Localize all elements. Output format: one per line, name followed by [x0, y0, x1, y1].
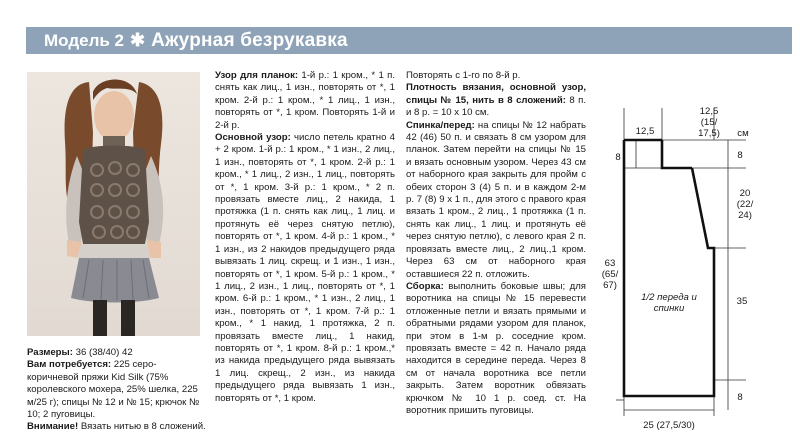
pattern-diagram	[596, 100, 796, 446]
materials-label: Вам потребуется:	[27, 359, 112, 371]
piece-label: 1/2 переда и спинки	[641, 292, 697, 314]
repeat-text: Повторять с 1-го по 8-й р.	[406, 70, 521, 81]
model-number: Модель 2	[44, 30, 124, 50]
collar-height-right-label: 8	[737, 150, 743, 161]
header-banner	[26, 27, 792, 54]
density-label: Плотность вязания, основной узор, спицы № 15, нить в 8 сложений:	[406, 82, 586, 106]
armhole-height-label: 20 (22/ 24)	[736, 188, 754, 221]
unit-label: см	[737, 128, 749, 139]
pattern-column	[215, 70, 395, 405]
total-height-label: 63 (65/ 67)	[601, 258, 619, 291]
top-width-label: 12,5	[635, 126, 655, 137]
woman-photo-illustration	[27, 72, 200, 336]
back-front-text: на спицы № 12 набрать 42 (46) 50 п. и связать 8 см узором для планок. Затем перейти на спицы № 15 и вязать основным узором. Через 43 см от наборного края закрыть для пройм с обеих сторон 3 (4) 5 п. и в каждом 2-м р. 7 (8) 9 х 1 п., для этого с правого края вязать 1 кром., 2 лиц., 1 протяжка (1 п. снять как лиц., 1 лиц. и протянуть её через снятую петлю), с левого края 2 п. провязать вместе лиц., 2 лиц.,1 кром. Через 63 см от наборного края оставшиеся 22 п. отложить.	[406, 119, 586, 280]
note-label: Внимание!	[27, 421, 79, 433]
collar-height-left-label: 8	[615, 152, 621, 163]
instructions-column	[406, 70, 586, 417]
assembly-text: выполнить боковые швы; для воротника на спицы № 15 перевести отложенные петли и вязать прямыми и обратными рядами узором для планок, при этом в 1-м р. соседние кром. провязать вместе = 42 п. Начало ряда находится в середине переда. Через 8 см от начала воротника все петли закрыть. Затем воротник обвязать крючком № 10 1 р. соед. ст. На воротник пришить пуговицы.	[406, 280, 586, 416]
sizes-value: 36 (38/40) 42	[72, 347, 133, 358]
sizes-block	[27, 347, 207, 434]
materials-text: 225 серо-коричневой пряжи Kid Silk (75% королевского мохера, 25% шелка, 225 м/25 г); спицы № 12 и № 15; крючок № 10; 2 пуговицы.	[27, 359, 200, 421]
plank-pattern-label: Узор для планок:	[215, 70, 299, 81]
density-text: 8 п. и 8 р. = 10 х 10 см.	[406, 94, 586, 119]
bottom-width-label: 25 (27,5/30)	[643, 420, 695, 431]
assembly-label: Сборка:	[406, 280, 444, 292]
bottom-band-label: 8	[737, 392, 743, 403]
back-front-label: Спинка/перед:	[406, 119, 475, 131]
model-photo	[27, 72, 200, 336]
schematic-outline	[596, 100, 796, 446]
main-pattern-label: Основной узор:	[215, 132, 291, 144]
page-title: Ажурная безрукавка	[151, 29, 348, 51]
note-text: Вязать нитью в 8 сложений.	[78, 421, 206, 433]
main-pattern-text: число петель кратно 4 + 2 кром. 1-й р.: 1 кром., * 1 изн., 2 лиц., 1 изн., повторять от *, 1 кром. 2-й р.: 1 кром., * 1 лиц., 2 изн., 1 лиц., повторять от *, 1 кром. 3-й р.: 1 кром., * 2 п. провязать вместе лиц., 2 накида, 1 протяжка (1 п. снять как лиц., 1 лиц. и протянуть её через снятую петлю), повторять от *, 1 кром. 4-й р.: 1 кром., * 1 изн., из 2 накидов предыдущего ряда вывязать 1 лиц. скрещ. и 1 изн., 1 изн., повторять от *, 1 кром. 5-й р.: 1 кром., * 1 лиц., 2 изн., 1 лиц., повторять от *, 1 кром. 6-й р.: 1 кром., * 1 изн., 2 лиц., 1 изн., повторять от *, 1 кром. 7-й р.: 1 кром., * 1 накид, 1 протяжка, 2 п. провязать вместе лиц., 1 накид, повторять от *, 1 кром. 8-й р.: 1 кром.,* из накида предыдущего ряда вывязать 1 лиц. скрещ., 2 изн., из накида предыдущего ряда вывязать 1 изн., повторять от *, 1 кром.	[215, 132, 395, 404]
shoulder-width-label: 12,5 (15/ 17,5)	[698, 106, 720, 139]
star-icon: ✱	[130, 30, 146, 50]
side-height-label: 35	[736, 296, 748, 307]
plank-pattern-text: 1-й р.: 1 кром., * 1 п. снять как лиц., 1 изн., повторять от *, 1 кром. 2-й р.: 1 кром., * 1 лиц., 1 изн., повторять от *, 1 кром. Повторять 1-й и 2-й р.	[215, 70, 395, 131]
sizes-label: Размеры:	[27, 347, 73, 358]
